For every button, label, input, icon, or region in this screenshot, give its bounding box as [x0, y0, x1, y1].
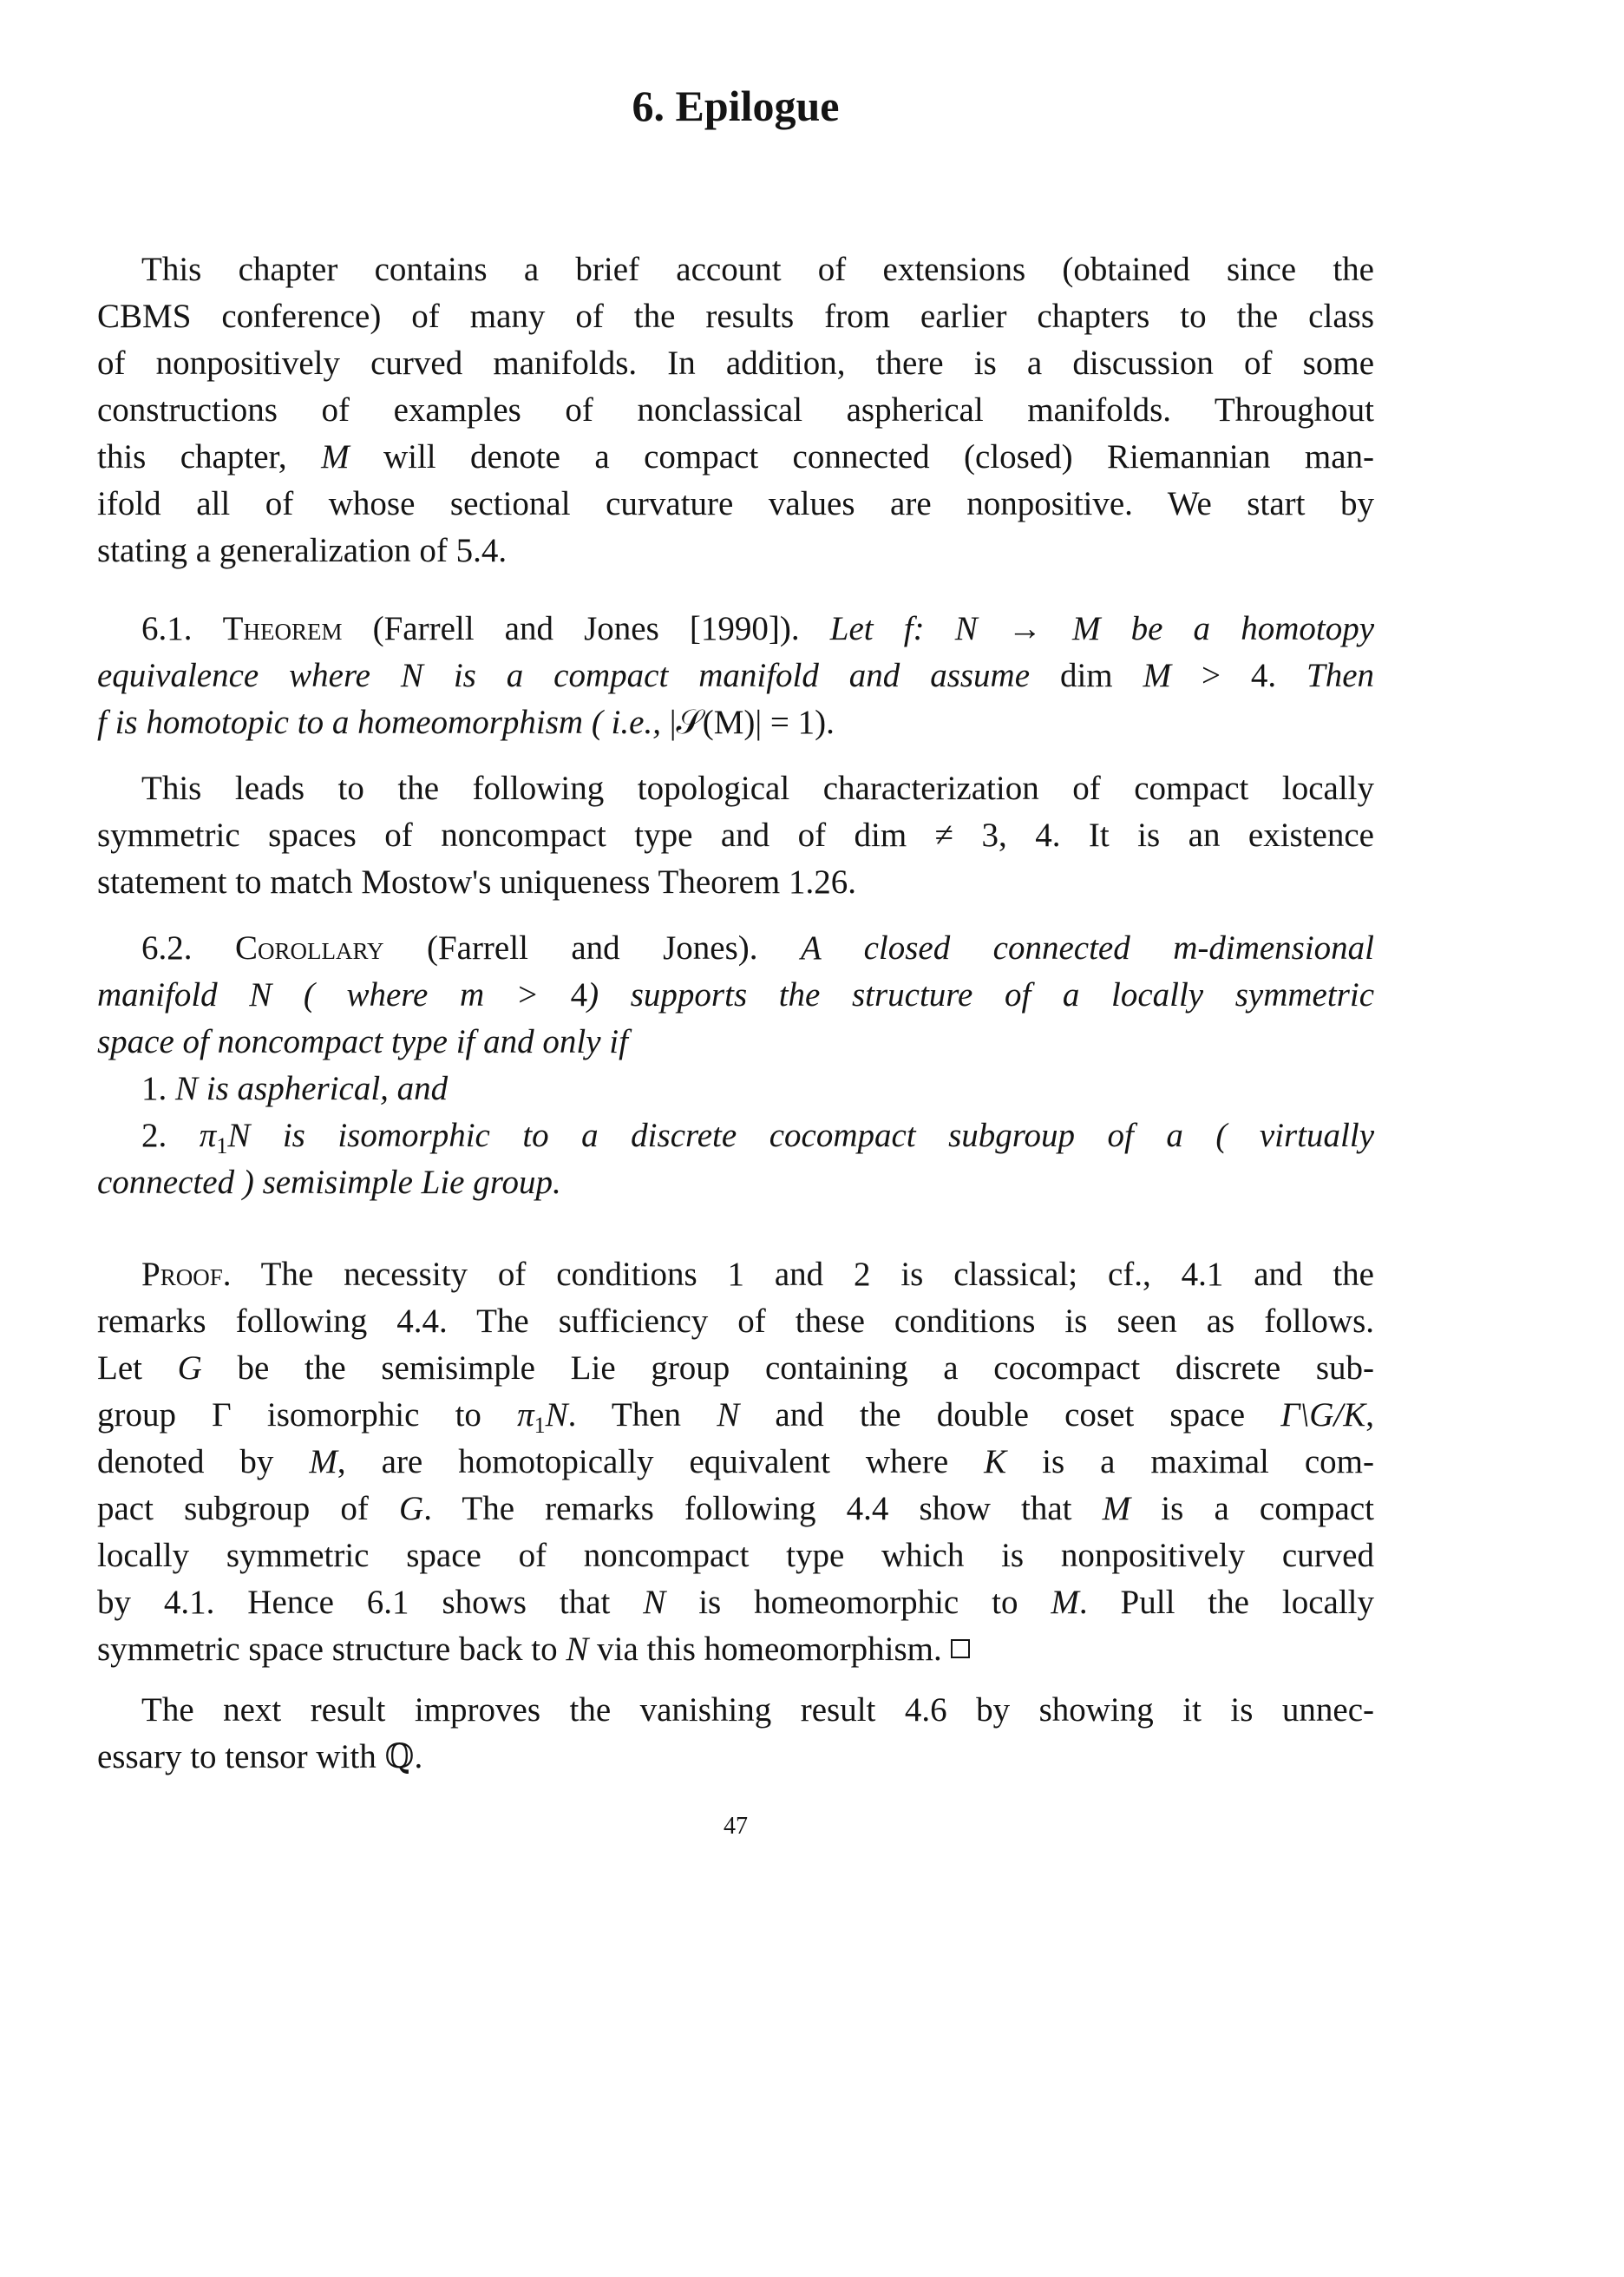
final-line-1: The next result improves the vanishing result 4.6 by showing it is unnec-	[141, 1691, 1374, 1729]
proof	[97, 1251, 1374, 1673]
intro-line-5: this chapter, M will denote a compact connected (closed) Riemannian man-	[97, 438, 1374, 476]
intro-line-1: This chapter contains a brief account of extensions (obtained since the	[141, 251, 1374, 288]
proof-line-5: denoted by M, are homotopically equivalent where K is a maximal com-	[97, 1443, 1374, 1480]
corollary-label: Corollary	[234, 929, 384, 967]
theorem-line-3: f is homotopic to a homeomorphism ( i.e., |𝒮(M)| = 1).	[97, 704, 835, 741]
proof-line-7: locally symmetric space of noncompact type which is nonpositively curved	[97, 1537, 1374, 1574]
theorem-line-1: 6.1. Theorem (Farrell and Jones [1990]). Let f: N → M be a homotopy	[141, 610, 1375, 647]
theorem-number: 6.1.	[141, 610, 193, 647]
theorem-6-1	[97, 606, 1374, 746]
corollary-item-2-continued: connected ) semisimple Lie group.	[97, 1164, 561, 1201]
char-line-1: This leads to the following topological characterization of compact locally	[141, 770, 1374, 807]
corollary-number: 6.2.	[141, 929, 193, 967]
char-line-3: statement to match Mostow's uniqueness Theorem 1.26.	[97, 863, 857, 901]
theorem-line-2: equivalence where N is a compact manifold and assume dim M > 4. Then	[97, 657, 1375, 694]
final-paragraph	[97, 1687, 1374, 1781]
intro-line-2: CBMS conference) of many of the results from earlier chapters to the class	[97, 298, 1374, 335]
proof-line-3: Let G be the semisimple Lie group containing a cocompact discrete sub-	[97, 1349, 1375, 1387]
intro-line-4: constructions of examples of nonclassical aspherical manifolds. Throughout	[97, 391, 1374, 429]
qed-box-icon	[951, 1639, 970, 1658]
intro-line-7: stating a generalization of 5.4.	[97, 532, 508, 569]
corollary-line-3: space of noncompact type if and only if	[97, 1023, 628, 1060]
intro-line-6: ifold all of whose sectional curvature values are nonpositive. We start by	[97, 485, 1374, 522]
intro-paragraph	[97, 246, 1374, 574]
corollary-item-1: 1. N is aspherical, and	[141, 1070, 449, 1107]
intro-line-3: of nonpositively curved manifolds. In addition, there is a discussion of some	[97, 345, 1374, 382]
chapter-title: 6. Epilogue	[632, 82, 840, 130]
corollary-line-1: 6.2. Corollary (Farrell and Jones). A closed connected m-dimensional	[141, 929, 1375, 967]
proof-line-1: Proof. The necessity of conditions 1 and 2 is classical; cf., 4.1 and the	[141, 1256, 1374, 1293]
page-number: 47	[724, 1813, 748, 1840]
characterization-paragraph	[97, 765, 1374, 906]
proof-line-8: by 4.1. Hence 6.1 shows that N is homeomorphic to M. Pull the locally	[97, 1584, 1374, 1621]
proof-line-6: pact subgroup of G. The remarks following 4.4 show that M is a compact	[97, 1490, 1374, 1527]
corollary-6-2	[97, 925, 1374, 1206]
proof-line-9: symmetric space structure back to N via this homeomorphism.	[97, 1626, 1374, 1673]
corollary-item-2: 2. $\pi_1N$ is isomorphic to a discrete cocompact subgroup of a ( virtually	[141, 1117, 1375, 1158]
proof-label: Proof.	[141, 1256, 232, 1293]
char-line-2: symmetric spaces of noncompact type and of dim ≠ 3, 4. It is an existence	[97, 817, 1374, 854]
corollary-line-2: manifold N ( where m > 4) supports the structure of a locally symmetric	[97, 976, 1375, 1014]
proof-line-4: group Γ isomorphic to $\pi_1N$. Then N and the double coset space Γ\G/K,	[97, 1396, 1375, 1438]
final-line-2: essary to tensor with ℚ.	[97, 1738, 423, 1775]
proof-line-2: remarks following 4.4. The sufficiency of these conditions is seen as follows.	[97, 1303, 1374, 1340]
theorem-label: Theorem	[222, 610, 343, 647]
